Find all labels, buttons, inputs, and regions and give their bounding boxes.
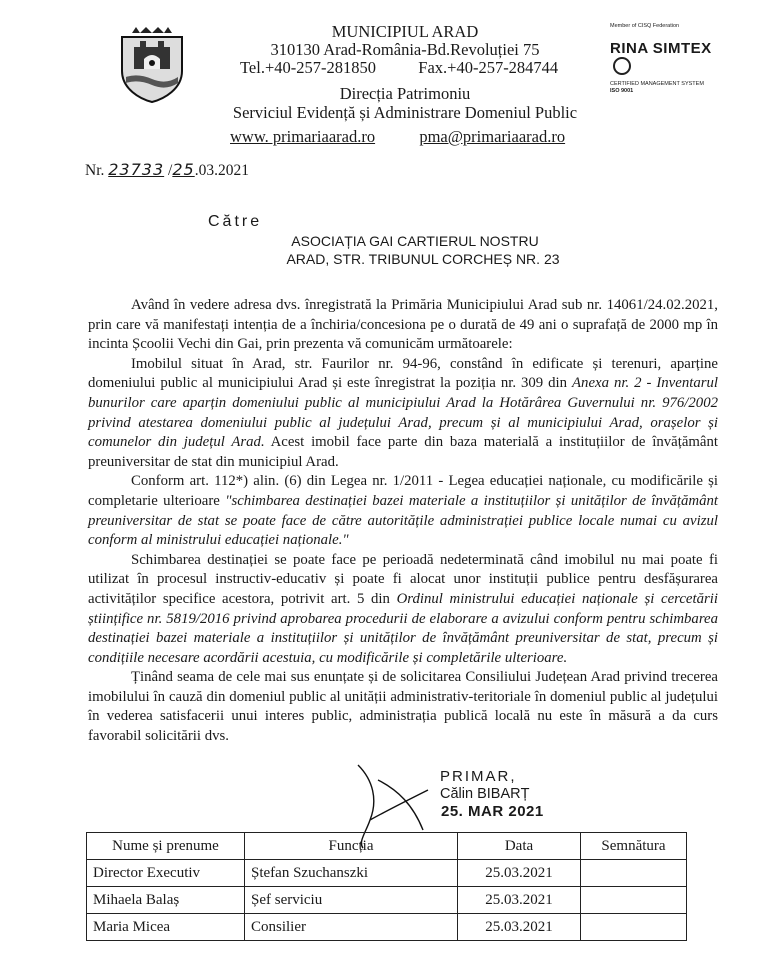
letter-body <box>88 296 718 747</box>
salutation: Către <box>208 213 263 230</box>
table-cell: Director Executiv <box>87 860 245 887</box>
table-row <box>87 887 687 914</box>
table-cell: Maria Micea <box>87 914 245 941</box>
cert-line2: ISO 9001 <box>610 88 634 95</box>
registration-number: Nr. 23733 /25.03.2021 <box>85 160 249 179</box>
rina-simtex-cert-logo <box>610 23 722 93</box>
col-header: Data <box>458 833 581 860</box>
approval-table <box>86 832 687 941</box>
recipient-address: ARAD, STR. TRIBUNUL CORCHEȘ NR. 23 <box>286 251 560 267</box>
col-header: Nume și prenume <box>87 833 245 860</box>
signature-cell <box>581 914 687 941</box>
cert-top-text: Member of CISQ Federation <box>610 23 680 29</box>
table-cell: Consilier <box>245 914 458 941</box>
institution-name: MUNICIPIUL ARAD <box>331 22 479 41</box>
paragraph-2: Imobilul situat în Arad, str. Faurilor nr. 94-96, constând în edificate și terenuri, aparține domeniului public al municipiului Arad și este înregistrat la poziția nr. 309 din Anexa nr. 2 - Inventarul bunurilor care aparțin domeniului public al municipiului Arad la Hotărârea Guvernului nr. 976/2002 privind atestarea domeniului public al județului Arad, precum și al municipiului Arad, orașelor și comunelor din județul Arad. Acest imobil face parte din baza materială a instituțiilor de învățământ preuniversitar de stat din municipiul Arad. <box>88 355 718 470</box>
web-contact-line <box>230 127 610 147</box>
fax: Fax.+40-257-284744 <box>418 58 559 77</box>
service: Serviciul Evidență și Administrare Domeniul Public <box>232 103 578 122</box>
table-header-row <box>87 833 687 860</box>
paragraph-3: Conform art. 112*) alin. (6) din Legea nr. 1/2011 - Legea educației naționale, cu modificările și completarie ulterioare "schimbarea destinației bazei materiale a instituțiilor și unităților de învățământ preuniversitar de stat se poate face de către autoritățile administrației publice locale numai cu avizul conform al ministrului educației naționale." <box>88 473 718 549</box>
cert-line1: CERTIFIED MANAGEMENT SYSTEM <box>610 81 704 88</box>
table-cell: Ștefan Szuchanszki <box>245 860 458 887</box>
stamp-date: 25. MAR 2021 <box>441 803 544 820</box>
table-cell: Șef serviciu <box>245 887 458 914</box>
table-row <box>87 914 687 941</box>
reg-number-handwritten: 23733 <box>108 160 165 179</box>
signature-cell <box>581 887 687 914</box>
institution-address: 310130 Arad-România-Bd.Revoluției 75 <box>270 40 540 59</box>
website-link[interactable]: www. primariaarad.ro <box>230 127 376 146</box>
paragraph-1: Având în vedere adresa dvs. înregistrată la Primăria Municipiului Arad sub nr. 14061/24.02.2021, prin care vă manifestați intenția de a închiria/concesiona pe o durată de 49 ani o suprafață de 2000 mp în incinta Școolii Vechi din Gai, prin prezenta vă comunicăm următoarele: <box>88 297 718 353</box>
email-link[interactable]: pma@primariaarad.ro <box>419 127 566 146</box>
table-row <box>87 860 687 887</box>
phone: Tel.+40-257-281850 <box>240 58 377 77</box>
signatory-name: Călin BIBARȚ <box>440 786 530 802</box>
paragraph-4: Schimbarea destinației se poate face pe perioadă nedeterminată când imobilul nu mai poate fi utilizat în procesul instructiv-educativ și poate fi alocat unor instituții publice pentru desfășurarea activităților specifice acestora, potrivit art. 5 din Ordinul ministrului educației naționale și cercetării științifice nr. 5819/2016 privind aprobarea procedurii de elaborare a avizului conform pentru schimbarea destinației bazei materiale a instituțiilor și unităților de învățământ preuniversitar de stat, precum și condițiile necesare acordării acestuia, cu modificările și completările ulterioare. <box>88 551 718 666</box>
signature-cell <box>581 860 687 887</box>
signatory-title: PRIMAR, <box>440 768 517 785</box>
department: Direcția Patrimoniu <box>339 84 471 103</box>
cert-ring-icon <box>613 57 631 75</box>
table-cell: Mihaela Balaș <box>87 887 245 914</box>
paragraph-5: Ținând seama de cele mai sus enunțate și de solicitarea Consiliului Județean Arad privind trecerea imobilului în cauză din domeniul public al unității administrativ-teritoriale în domeniul public al județului în vederea satisfacerii unui interes public, administrația publică locală nu este în măsură a da curs favorabil solicitării dvs. <box>88 669 718 745</box>
table-cell: 25.03.2021 <box>458 887 581 914</box>
contact-line <box>240 58 620 78</box>
col-header: Funcția <box>245 833 458 860</box>
col-header: Semnătura <box>581 833 687 860</box>
arad-coat-of-arms-icon <box>118 25 186 103</box>
reg-day-handwritten: 25 <box>172 160 195 179</box>
recipient-name: ASOCIAȚIA GAI CARTIERUL NOSTRU <box>291 233 539 249</box>
table-cell: 25.03.2021 <box>458 914 581 941</box>
cert-logo-text: RINA SIMTEX <box>610 40 722 75</box>
table-cell: 25.03.2021 <box>458 860 581 887</box>
